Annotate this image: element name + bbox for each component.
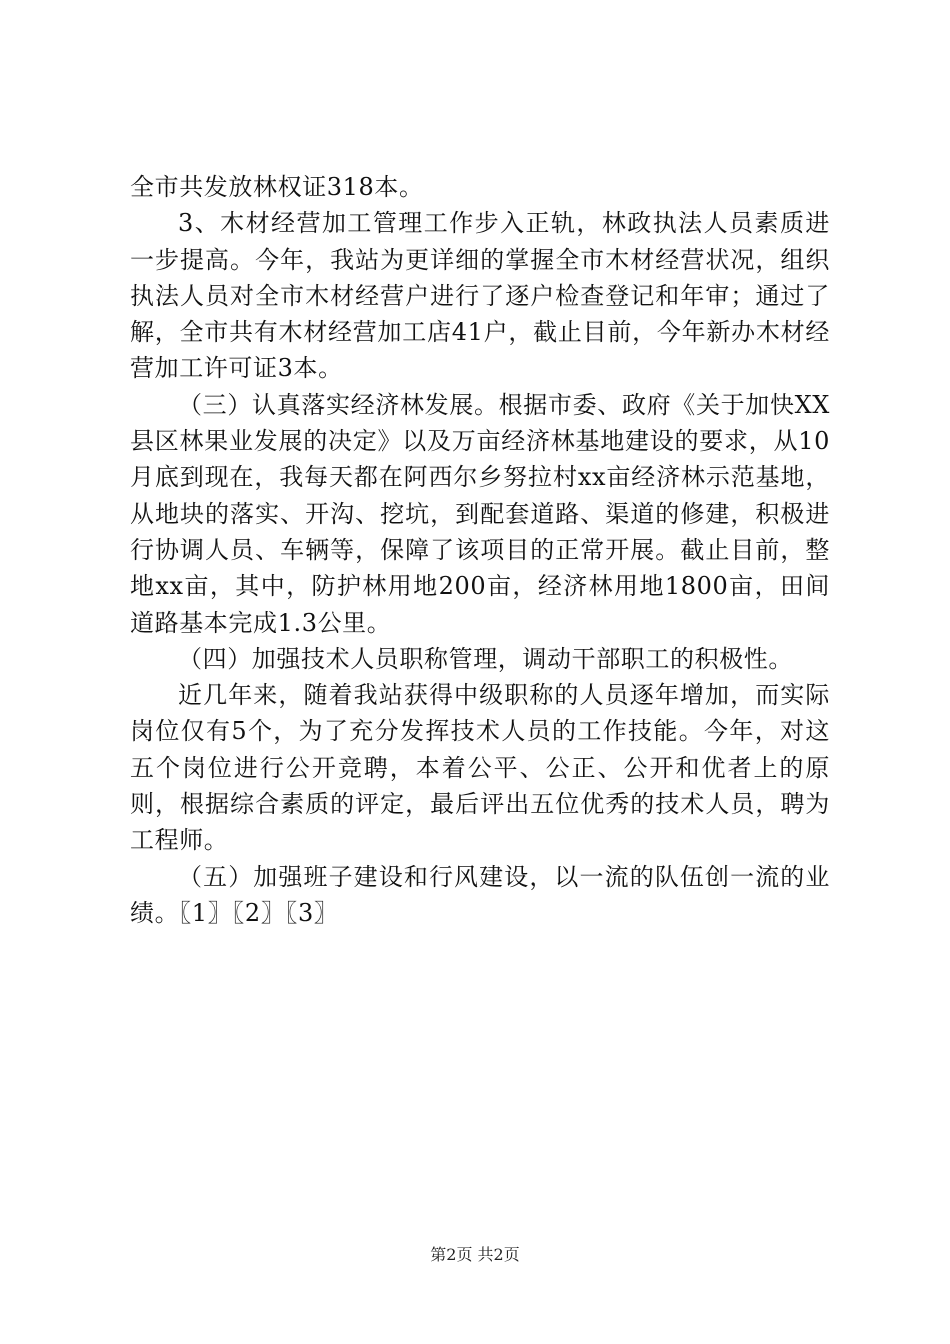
- page-number-label: 第2页 共2页: [430, 1245, 520, 1264]
- paragraph-3: （三）认真落实经济林发展。根据市委、政府《关于加快XX县区林果业发展的决定》以及万亩经济林基地建设的要求，从10月底到现在，我每天都在阿西尔乡努拉村xx亩经济林示范基地，从地块的落实、开沟、挖坑，到配套道路、渠道的修建，积极进行协调人员、车辆等，保障了该项目的正常开展。截止目前，整地xx亩，其中，防护林用地200亩，经济林用地1800亩，田间道路基本完成1.3公里。: [130, 390, 830, 637]
- paragraph-6: （五）加强班子建设和行风建设，以一流的队伍创一流的业绩。〖1〗〖2〗〖3〗: [130, 862, 830, 927]
- paragraph-5: 近几年来，随着我站获得中级职称的人员逐年增加，而实际岗位仅有5个，为了充分发挥技术人员的工作技能。今年，对这五个岗位进行公开竞聘，本着公平、公正、公开和优者上的原则，根据综合素质的评定，最后评出五位优秀的技术人员，聘为工程师。: [130, 681, 830, 855]
- paragraph-2: 3、木材经营加工管理工作步入正轨，林政执法人员素质进一步提高。今年，我站为更详细的掌握全市木材经营状况，组织执法人员对全市木材经营户进行了逐户检查登记和年审；通过了解，全市共有木材经营加工店41户，截止目前，今年新办木材经营加工许可证3本。: [130, 209, 830, 383]
- page-footer: [0, 1245, 950, 1265]
- paragraph-4: （四）加强技术人员职称管理，调动干部职工的积极性。: [178, 644, 793, 673]
- paragraph-1: 全市共发放林权证318本。: [130, 173, 424, 201]
- document-body: [130, 169, 830, 931]
